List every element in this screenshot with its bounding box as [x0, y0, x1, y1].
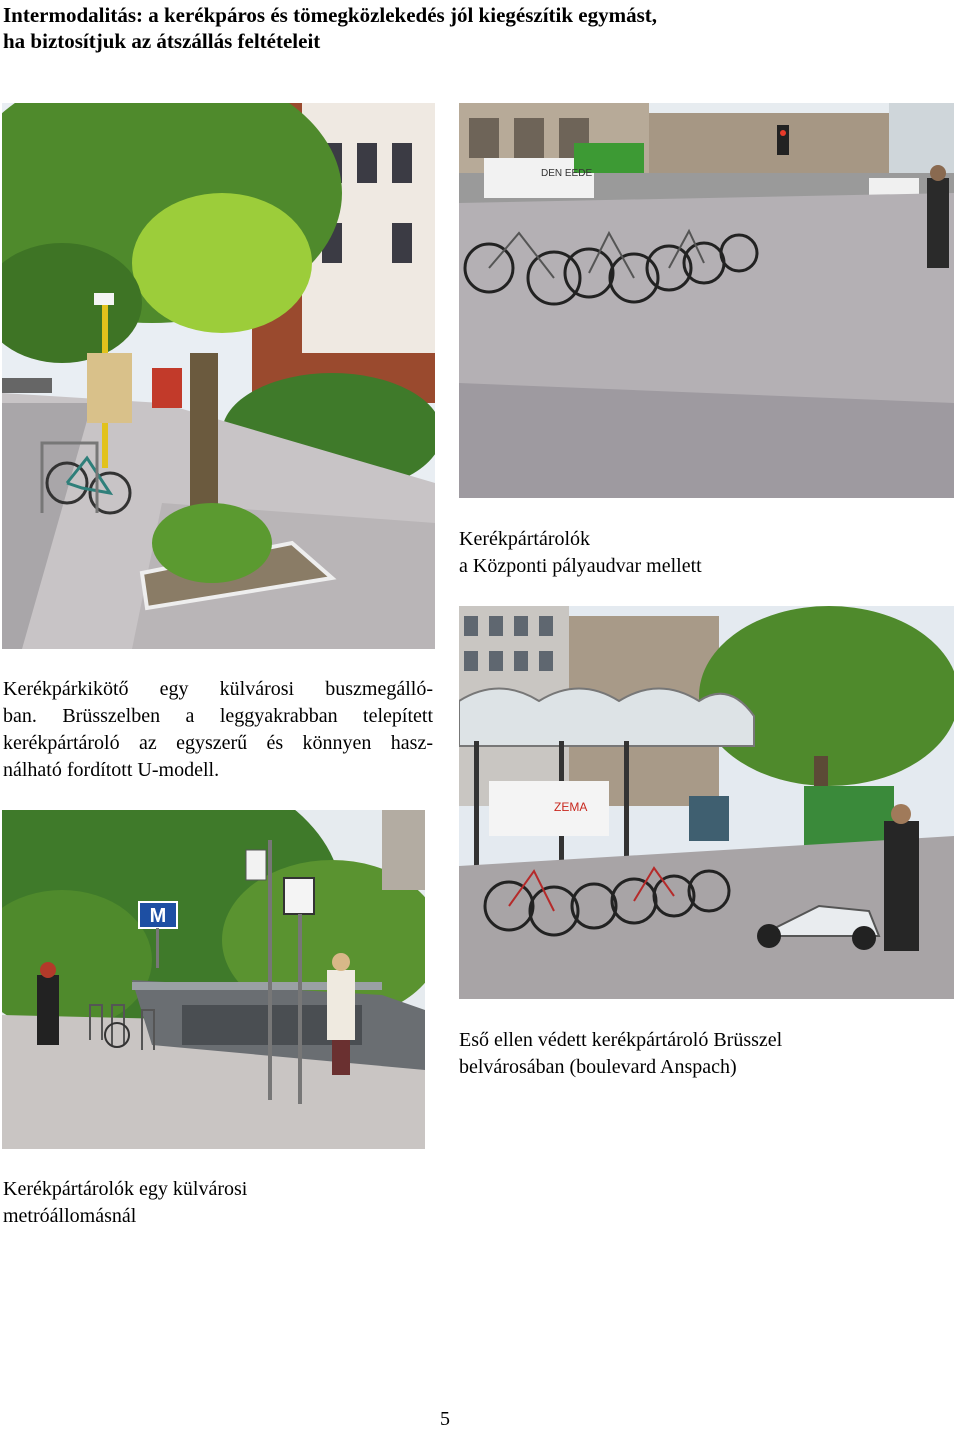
caption-anspach	[459, 1027, 782, 1081]
caption-bus-stop-line-4: nálható fordított U-modell.	[3, 759, 220, 781]
caption-bus-stop-line-3: kerékpártároló az egyszerű és könnyen hasz-	[3, 732, 433, 754]
caption-central-station-line-1: Kerékpártárolók	[459, 528, 591, 550]
caption-metro-station-line-1: Kerékpártárolók egy külvárosi	[3, 1178, 248, 1200]
caption-anspach-line-1: Eső ellen védett kerékpártároló Brüsszel	[459, 1029, 783, 1051]
metro-sign-text: M	[149, 905, 167, 927]
caption-metro-station-line-2: metróállomásnál	[3, 1205, 137, 1227]
photo-metro-station-bike-racks	[2, 810, 425, 1149]
photo-covered-bike-parking-anspach	[459, 606, 954, 999]
photo-central-station-bike-racks	[459, 103, 954, 498]
van-sign-text: DEN EEDE	[541, 168, 593, 179]
caption-central-station	[459, 526, 702, 580]
caption-bus-stop	[3, 676, 433, 784]
page-title	[3, 2, 903, 54]
page-title-line-2: ha biztosítjuk az átszállás feltételeit	[3, 29, 321, 53]
caption-metro-station	[3, 1176, 247, 1230]
photo-bus-stop-bike-parking	[2, 103, 435, 649]
page-number: 5	[440, 1408, 450, 1430]
caption-central-station-line-2: a Központi pályaudvar mellett	[459, 555, 702, 577]
caption-bus-stop-line-1: Kerékpárkikötő egy külvárosi buszmegálló-	[3, 678, 433, 700]
van-sign-text-2: ZEMA	[554, 800, 588, 814]
caption-bus-stop-line-2: ban. Brüsszelben a leggyakrabban telepített	[3, 705, 433, 727]
page-title-line-1: Intermodalitás: a kerékpáros és tömegközlekedés jól kiegészítik egymást,	[3, 3, 658, 27]
caption-anspach-line-2: belvárosában (boulevard Anspach)	[459, 1056, 737, 1078]
